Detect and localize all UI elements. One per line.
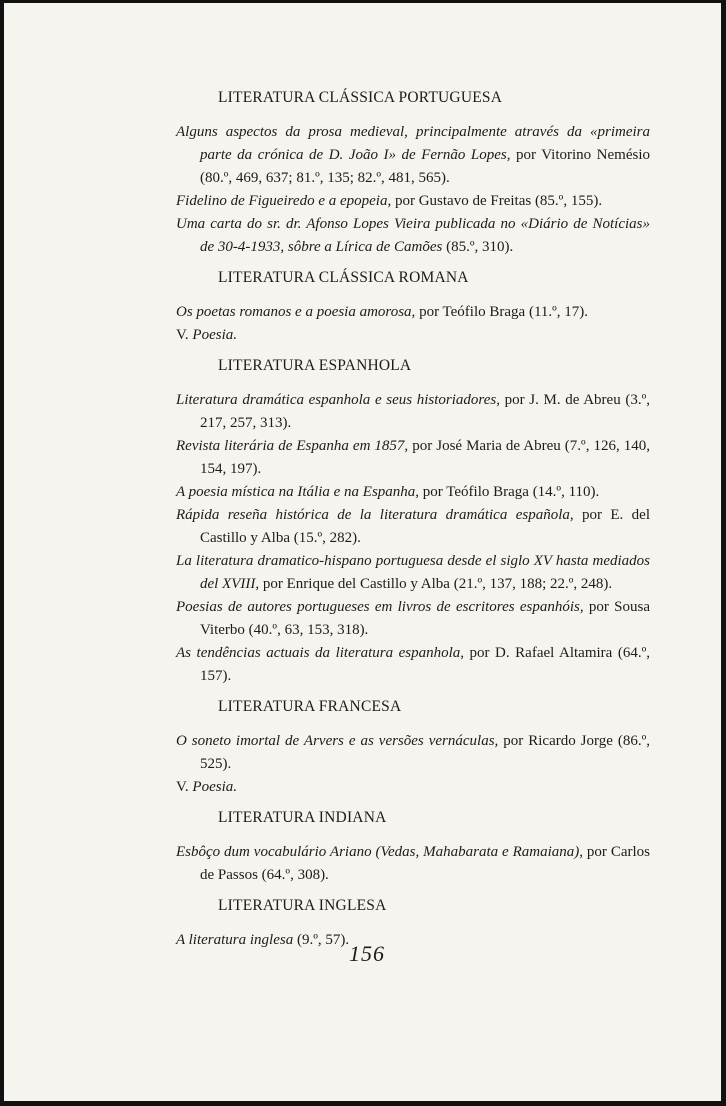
entry-reference: por J. M. de Abreu (3.º, 217, 257, 313). (200, 392, 650, 431)
entry-title: Literatura dramática espanhola e seus historiadores, (176, 392, 500, 408)
section-heading: LITERATURA CLÁSSICA ROMANA (218, 269, 469, 286)
entry-reference: (9.º, 57). (293, 932, 350, 948)
index-entry (176, 190, 650, 213)
section-heading: LITERATURA INDIANA (218, 809, 387, 826)
entry-title: Uma carta do sr. dr. Afonso Lopes Vieira publicada no «Diário de Notícias» de 30-4-1933, sôbre a Lírica de Camões (176, 216, 650, 255)
index-entry (176, 596, 650, 642)
index-entry (176, 504, 650, 550)
entry-title: Rápida reseña histórica de la literatura dramática española, (176, 507, 574, 523)
entry-reference: (85.º, 310). (442, 239, 514, 255)
entry-reference: por Enrique del Castillo y Alba (21.º, 137, 188; 22.º, 248). (259, 576, 613, 592)
entry-title: Fidelino de Figueiredo e a epopeia, (176, 193, 392, 209)
index-entry (176, 435, 650, 481)
entry-reference: por Carlos de Passos (64.º, 308). (200, 844, 650, 883)
entry-title: A literatura inglesa (176, 932, 294, 948)
index-entry (176, 730, 650, 776)
index-entry (176, 642, 650, 688)
entry-title: As tendências actuais da literatura espanhola, (176, 645, 465, 661)
entry-reference: por Teófilo Braga (11.º, 17). (415, 304, 589, 320)
page-number: 156 (349, 941, 385, 966)
entry-title: Poesias de autores portugueses em livros de escritores espanhóis, (176, 599, 584, 615)
section-heading: LITERATURA INGLESA (218, 897, 387, 914)
entry-title: A poesia mística na Itália e na Espanha, (176, 484, 420, 500)
entry-title: Os poetas romanos e a poesia amorosa, (176, 304, 416, 320)
entry-title: Poesia. (192, 779, 237, 795)
see-also-prefix: V. (176, 779, 193, 795)
index-content (176, 89, 650, 952)
entry-reference: por Vitorino Nemésio (80.º, 469, 637; 81.º, 135; 82.º, 481, 565). (200, 147, 651, 186)
entry-reference: por D. Rafael Altamira (64.º, 157). (200, 645, 650, 684)
entry-reference: por Ricardo Jorge (86.º, 525). (200, 733, 651, 772)
index-entry (176, 324, 650, 347)
index-entry (176, 389, 650, 435)
index-entry (176, 841, 650, 887)
entry-reference: por Sousa Viterbo (40.º, 63, 153, 318). (200, 599, 650, 638)
section-heading: LITERATURA CLÁSSICA PORTUGUESA (218, 89, 503, 106)
index-entry (176, 213, 650, 259)
index-entry (176, 301, 650, 324)
entry-title: Esbôço dum vocabulário Ariano (Vedas, Mahabarata e Ramaiana), (176, 844, 584, 860)
index-entry (176, 550, 650, 596)
entry-reference: por Gustavo de Freitas (85.º, 155). (391, 193, 603, 209)
entry-reference: por Teófilo Braga (14.º, 110). (419, 484, 600, 500)
section-heading: LITERATURA ESPANHOLA (218, 357, 412, 374)
entry-title: Revista literária de Espanha em 1857, (176, 438, 409, 454)
index-entry (176, 481, 650, 504)
index-entry (176, 776, 650, 799)
index-entry (176, 121, 650, 190)
entry-title: Poesia. (192, 327, 237, 343)
section-heading: LITERATURA FRANCESA (218, 698, 402, 715)
entry-reference: por E. del Castillo y Alba (15.º, 282). (200, 507, 650, 546)
entry-title: La literatura dramatico-hispano portuguesa desde el siglo XV hasta mediados del XVIII, (176, 553, 650, 592)
entry-title: Alguns aspectos da prosa medieval, principalmente através da «primeira parte da crónica de D. João I» de Fernão Lopes, (176, 124, 650, 163)
see-also-prefix: V. (176, 327, 193, 343)
entry-title: O soneto imortal de Arvers e as versões vernáculas, (176, 733, 499, 749)
entry-reference: por José Maria de Abreu (7.º, 126, 140, 154, 197). (200, 438, 650, 477)
